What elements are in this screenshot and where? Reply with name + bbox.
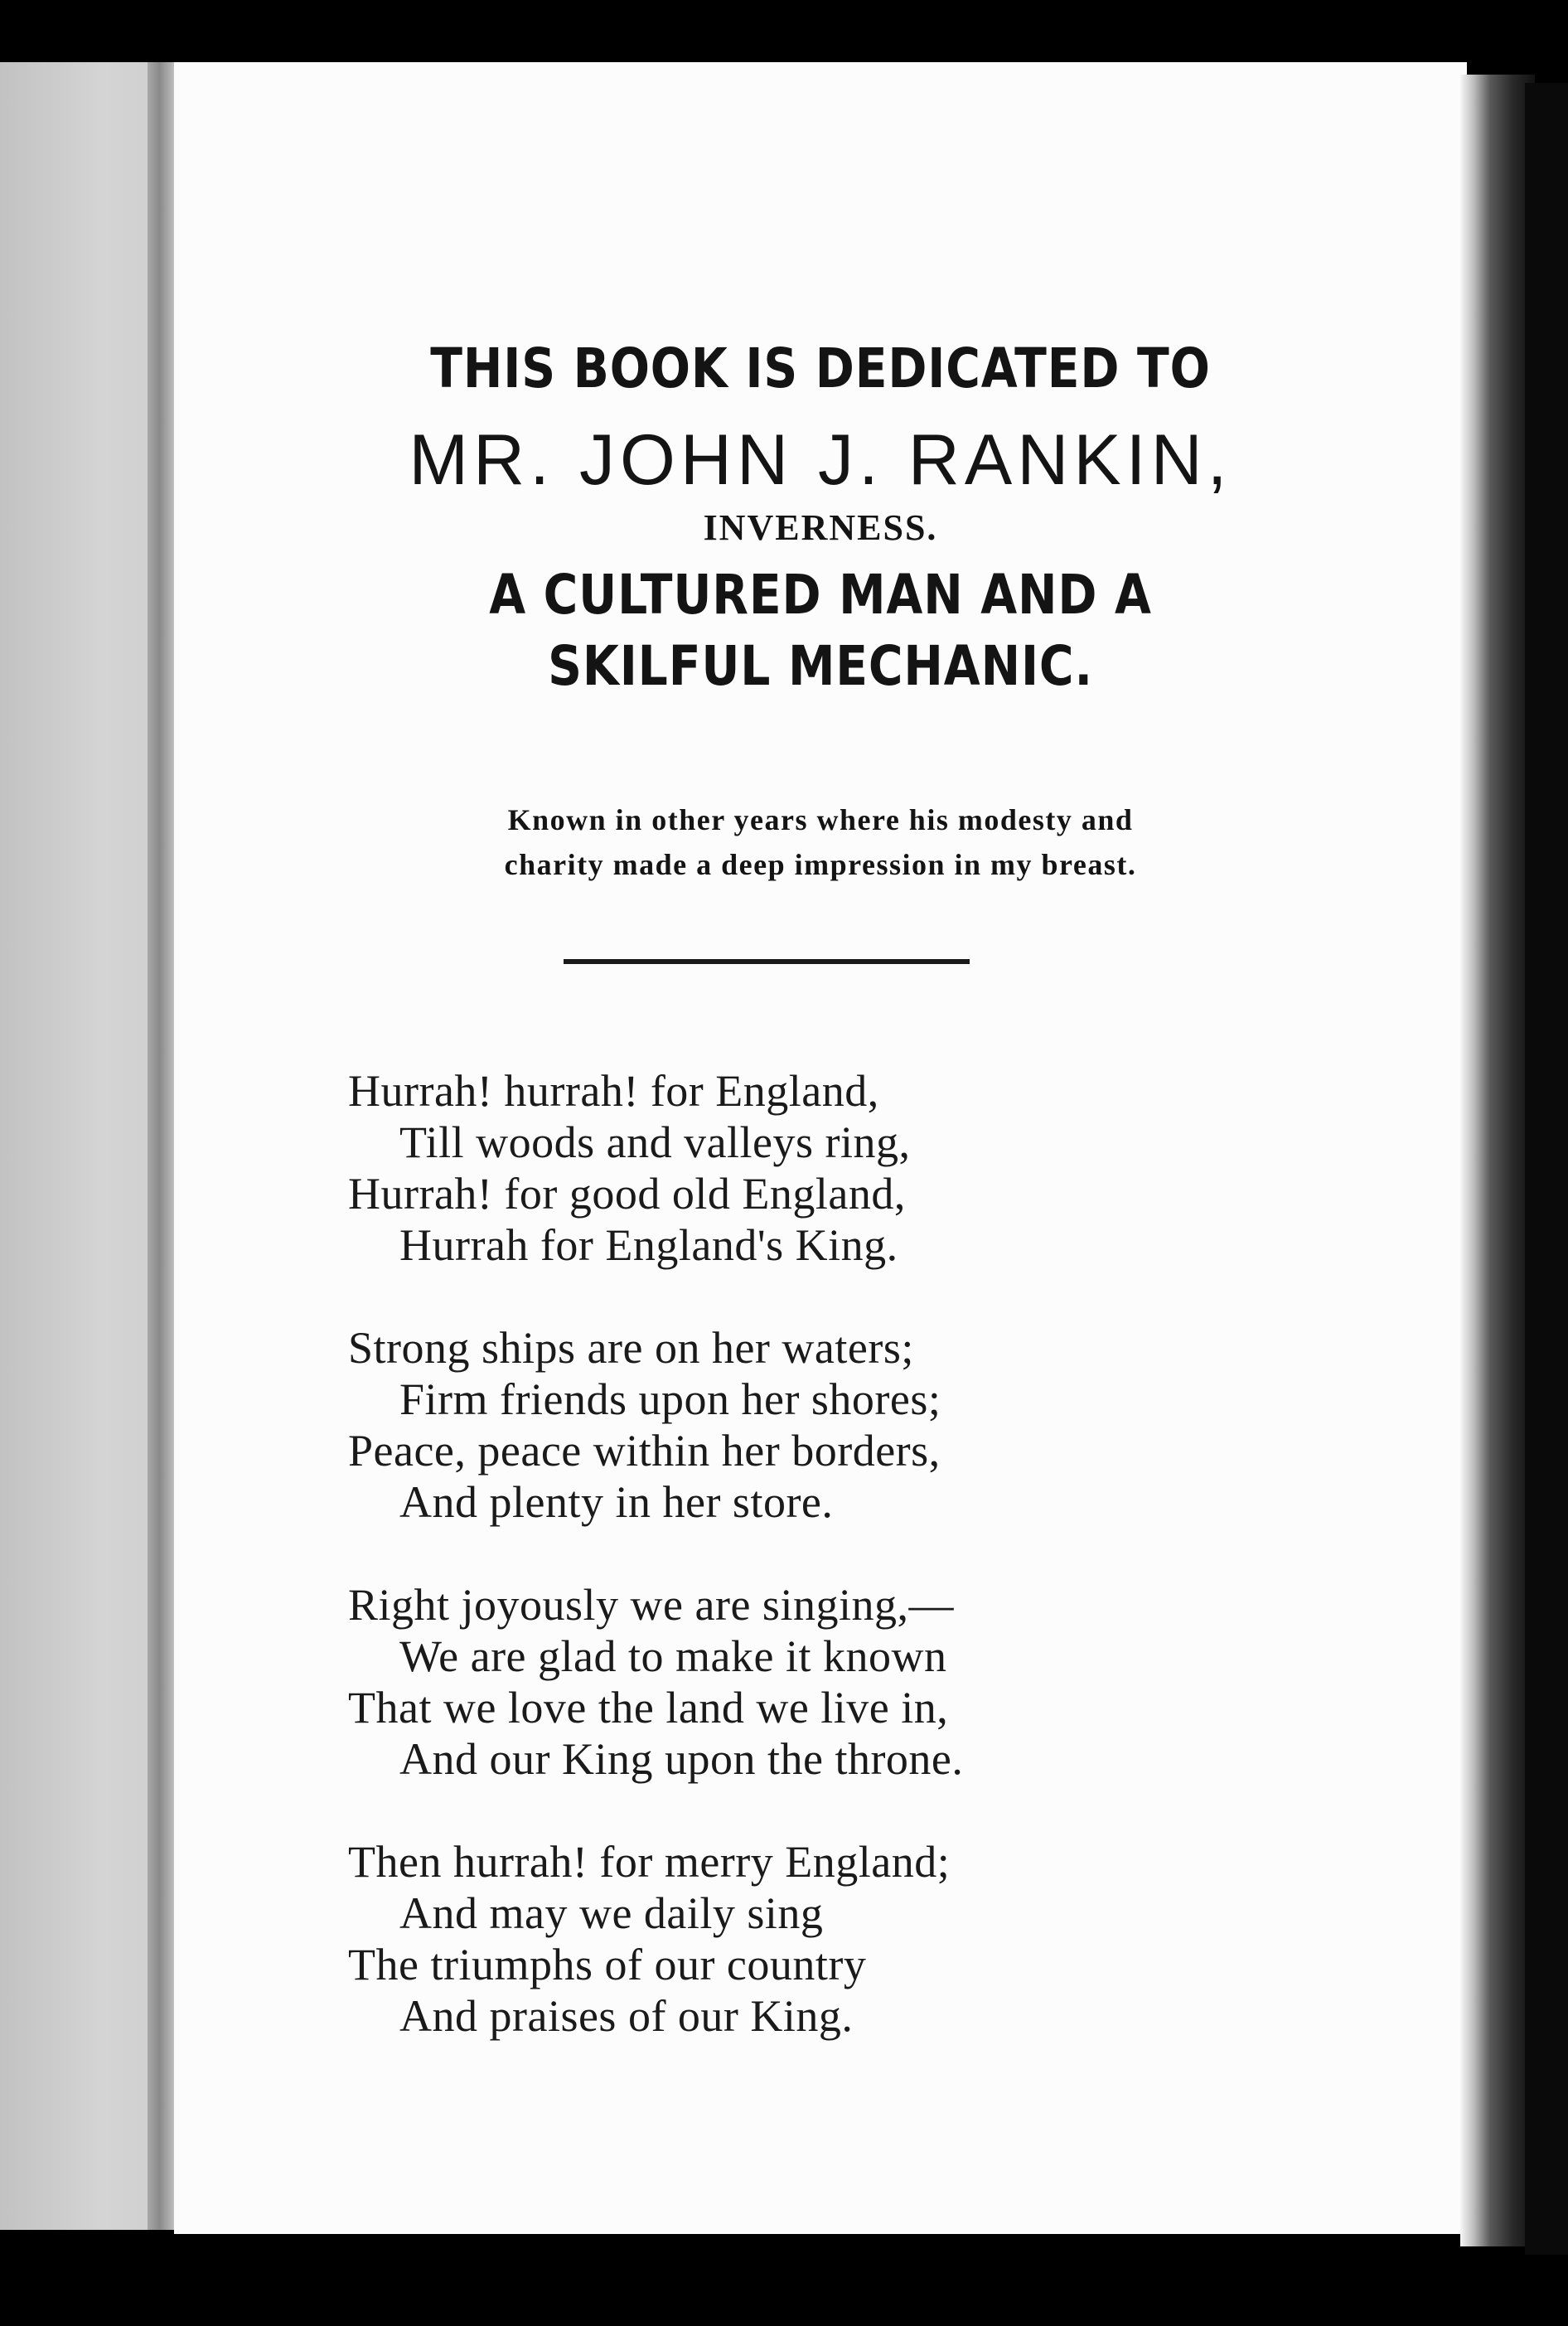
poem-line: Hurrah! for good old England, [348,1169,906,1219]
dedication-heading: THIS BOOK IS DEDICATED TO [430,337,1211,400]
dedicatee-place: INVERNESS. [703,507,938,548]
dedication-tribute-line2: SKILFUL MECHANIC. [548,634,1093,698]
horizontal-rule [564,959,970,964]
poem-line: We are glad to make it known [399,1631,947,1681]
note-line: charity made a deep impression in my breast. [504,848,1137,881]
poem-line: Hurrah for England's King. [399,1220,898,1270]
poem-line: Till woods and valleys ring, [399,1117,911,1167]
right-page-edge [1460,75,1535,2246]
poem [348,1065,1343,2093]
dedication-note [174,797,1467,887]
left-board-cover [0,62,170,2230]
poem-line: Right joyously we are singing,— [348,1580,954,1630]
note-line: Known in other years where his modesty and [507,803,1134,836]
right-shadow [1525,83,1568,2255]
poem-line: The triumphs of our country [348,1940,867,1989]
dedication-block [174,327,1467,702]
dedication-tribute-line1: A CULTURED MAN AND A [489,563,1152,627]
poem-line: Then hurrah! for merry England; [348,1837,951,1887]
poem-line: Strong ships are on her waters; [348,1323,914,1373]
poem-line: And may we daily sing [399,1888,824,1938]
poem-line: And plenty in her store. [399,1477,834,1527]
poem-line: And praises of our King. [399,1991,854,2041]
poem-line: Hurrah! hurrah! for England, [348,1066,879,1116]
poem-line: That we love the land we live in, [348,1683,949,1732]
poem-line: Peace, peace within her borders, [348,1426,941,1476]
poem-line: Firm friends upon her shores; [399,1374,941,1424]
poem-line: And our King upon the throne. [399,1734,964,1784]
poem-stanza-3 [348,1579,1343,1785]
poem-stanza-1 [348,1065,1343,1271]
poem-stanza-4 [348,1836,1343,2042]
poem-stanza-2 [348,1322,1343,1528]
dedicatee-name: MR. JOHN J. RANKIN, [409,420,1232,500]
